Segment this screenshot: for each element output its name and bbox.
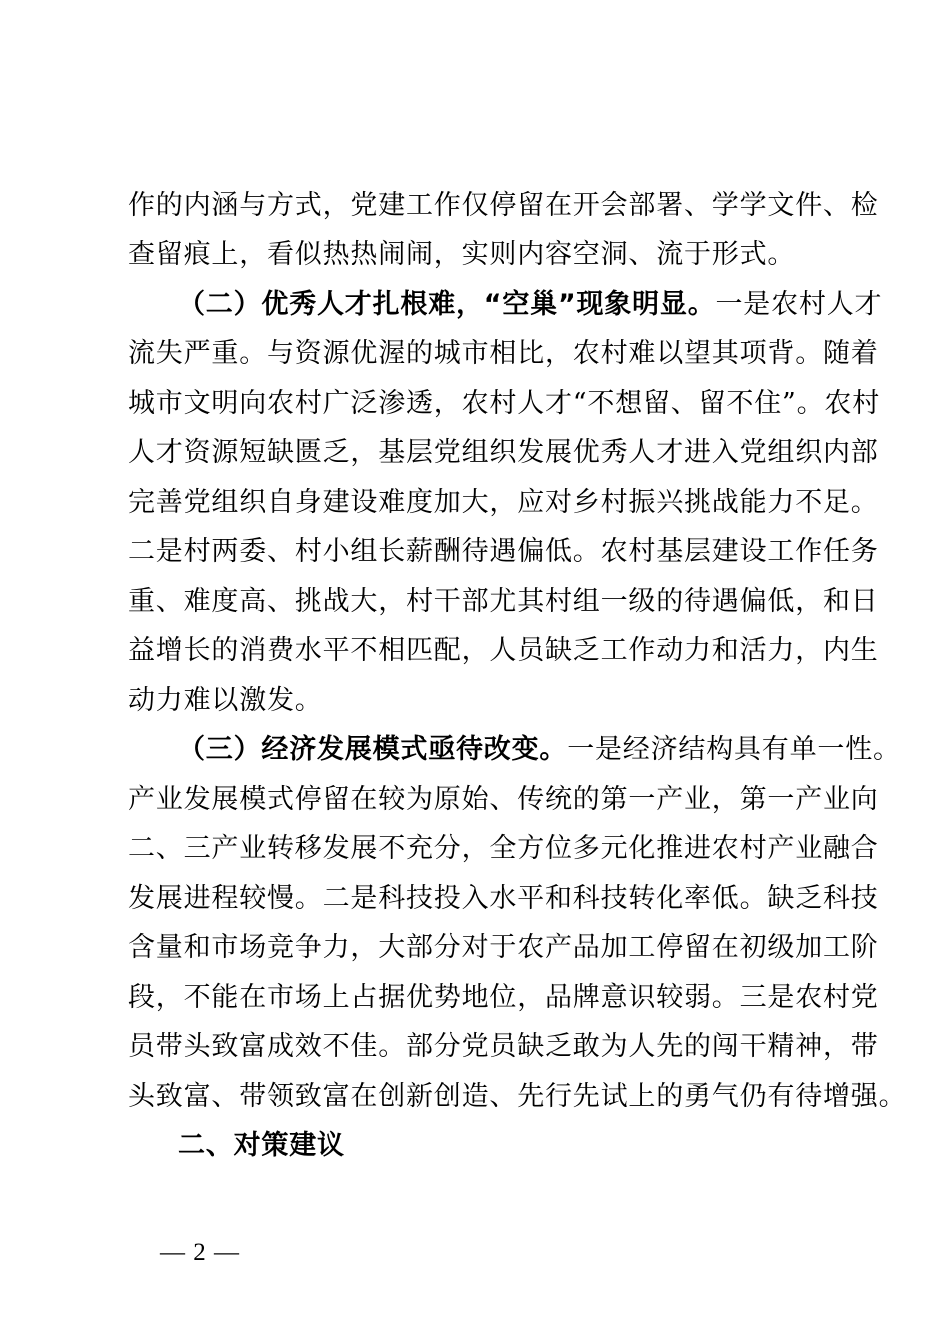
- body-line: 发展进程较慢。二是科技投入水平和科技转化率低。缺乏科技: [128, 883, 879, 914]
- body-line: 含量和市场竞争力，大部分对于农产品加工停留在初级加工阶: [128, 932, 879, 963]
- body-line: 完善党组织自身建设难度加大，应对乡村振兴挑战能力不足。: [128, 487, 879, 518]
- body-line: 益增长的消费水平不相匹配，人员缺乏工作动力和活力，内生: [128, 635, 879, 666]
- section-heading: （三）经济发展模式亟待改变。: [178, 734, 568, 765]
- section-heading-line: （二）优秀人才扎根难，“空巢”现象明显。一是农村人才: [178, 289, 883, 320]
- body-line: 人才资源短缺匮乏，基层党组织发展优秀人才进入党组织内部: [128, 437, 879, 468]
- body-line: 产业发展模式停留在较为原始、传统的第一产业，第一产业向: [128, 784, 879, 815]
- body-line: 动力难以激发。: [128, 685, 323, 716]
- body-line: 查留痕上，看似热热闹闹，实则内容空洞、流于形式。: [128, 239, 796, 270]
- body-line: 员带头致富成效不佳。部分党员缺乏敢为人先的闯干精神，带: [128, 1031, 879, 1062]
- page-number: — 2 —: [160, 1239, 240, 1266]
- body-line: 城市文明向农村广泛渗透，农村人才“不想留、留不住”。农村: [128, 388, 881, 419]
- body-line: 二是村两委、村小组长薪酬待遇偏低。农村基层建设工作任务: [128, 536, 879, 567]
- section-heading: （二）优秀人才扎根难，“空巢”现象明显。: [178, 289, 716, 320]
- section-heading-line: （三）经济发展模式亟待改变。一是经济结构具有单一性。: [178, 734, 901, 765]
- body-line: 重、难度高、挑战大，村干部尤其村组一级的待遇偏低，和日: [128, 586, 879, 617]
- chapter-heading-line: [178, 1128, 345, 1164]
- chapter-heading: 二、对策建议: [178, 1130, 345, 1161]
- body-line: 段，不能在市场上占据优势地位，品牌意识较弱。三是农村党: [128, 982, 879, 1013]
- body-line: 流失严重。与资源优渥的城市相比，农村难以望其项背。随着: [128, 338, 879, 369]
- body-line: 二、三产业转移发展不充分，全方位多元化推进农村产业融合: [128, 833, 879, 864]
- body-line: 头致富、带领致富在创新创造、先行先试上的勇气仍有待增强。: [128, 1081, 907, 1112]
- body-line: 作的内涵与方式，党建工作仅停留在开会部署、学学文件、检: [128, 190, 879, 221]
